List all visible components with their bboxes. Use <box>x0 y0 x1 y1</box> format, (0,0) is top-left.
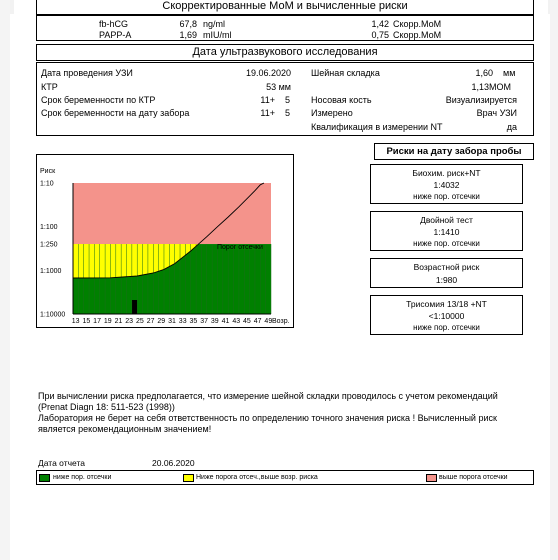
area-above-cutoff <box>73 183 271 244</box>
marker-unit: mIU/ml <box>203 30 232 40</box>
note-line: Лаборатория не берет на себя ответственность по определению точного значения риска ! Вычисленный риск <box>38 413 497 423</box>
us-label: КТР <box>41 82 58 92</box>
us-value: 19.06.2020 <box>245 68 291 78</box>
risk-box-title: Биохим. риск+NT <box>412 168 481 178</box>
risk-box <box>370 164 523 204</box>
risk-box-note: ниже пор. отсечки <box>413 323 480 332</box>
legend-bar <box>36 470 534 485</box>
risk-panel-title: Риски на дату забора пробы <box>386 146 522 157</box>
risk-box-title: Возрастной риск <box>413 262 480 272</box>
risk-box-value: 1:4032 <box>433 180 460 190</box>
legend-label: Ниже порога отсеч.,выше возр. риска <box>196 474 318 481</box>
risk-box <box>370 258 523 288</box>
note-line: является рекомендационным значением! <box>38 424 212 434</box>
x-tick-label: 21 <box>114 318 123 325</box>
us-right-value: да <box>506 122 517 132</box>
x-tick-label: 35 <box>189 318 198 325</box>
us-value-days: 5 <box>285 108 291 118</box>
marker-value: 67,8 <box>179 19 197 29</box>
patient-risk-marker <box>132 300 137 314</box>
us-right-label: Измерено <box>311 108 353 118</box>
us-label: Срок беременности по КТР <box>41 95 156 105</box>
legend-label: ниже пор. отсечки <box>53 474 112 481</box>
x-tick-label: 15 <box>82 318 91 325</box>
marker-mom: 0,75 <box>371 30 389 40</box>
us-value: 53 мм <box>266 82 291 92</box>
x-tick-label: 27 <box>146 318 155 325</box>
y-tick-label: 1:10000 <box>40 311 66 319</box>
header-mom-risks <box>36 0 534 15</box>
x-tick-label: 43 <box>232 318 241 325</box>
viewer-right-edge <box>550 0 558 560</box>
us-value-days: 5 <box>285 95 291 105</box>
risk-box-value: 1:980 <box>435 275 458 285</box>
ultrasound-details <box>36 62 534 136</box>
us-label: Срок беременности на дату забора <box>41 108 190 118</box>
legend-label: выше порога отсечки <box>439 474 508 481</box>
risk-box-title: Двойной тест <box>420 215 473 225</box>
report-page <box>14 0 548 560</box>
x-tick-label: 45 <box>243 318 251 325</box>
marker-unit: ng/ml <box>203 19 226 29</box>
marker-value: 1,69 <box>179 30 197 40</box>
x-tick-label: 17 <box>93 318 101 325</box>
x-tick-label: 47 <box>253 318 262 325</box>
y-tick-label: 1:1000 <box>40 267 62 275</box>
us-right-label: Квалификация в измерении NT <box>311 122 443 132</box>
us-right-label: Носовая кость <box>311 95 372 105</box>
risk-box <box>370 295 523 335</box>
legend-swatch-between <box>183 474 194 482</box>
x-tick-label: 37 <box>200 318 209 325</box>
us-right-value: Визуализируется <box>445 95 517 105</box>
x-tick-label: 33 <box>178 318 187 325</box>
marker-mom: 1,42 <box>371 19 389 29</box>
marker-name: fb-hCG <box>99 19 129 29</box>
us-value: 11+ <box>260 95 275 105</box>
risk-box-value: 1:1410 <box>433 227 460 237</box>
legend-swatch-low <box>39 474 50 482</box>
risk-chart-frame <box>36 154 294 328</box>
report-date-label: Дата отчета <box>38 458 86 468</box>
x-tick-label: 49 <box>264 318 273 325</box>
risk-box <box>370 211 523 251</box>
x-tick-label: 41 <box>221 318 230 325</box>
y-tick-label: 1:100 <box>40 224 58 232</box>
x-tick-label: 29 <box>157 318 166 325</box>
risk-box-value: <1:10000 <box>428 311 465 321</box>
header-ultrasound-title: Дата ультразвукового исследования <box>192 46 378 58</box>
header-mom-risks-title: Скорректированные МоМ и вычисленные риски <box>162 0 408 12</box>
us-value: 11+ <box>260 108 275 118</box>
us-label: Дата проведения УЗИ <box>41 68 133 78</box>
viewer-left-edge <box>0 0 10 560</box>
note-line: (Prenat Diagn 18: 511-523 (1998)) <box>38 402 175 412</box>
x-tick-label: 39 <box>210 318 219 325</box>
chart-x-label: Возр. <box>272 318 290 325</box>
us-right-value: Врач УЗИ <box>476 108 517 118</box>
us-right-value: 1,13МОМ <box>471 82 511 92</box>
risk-box-title: Трисомия 13/18 +NT <box>406 299 487 309</box>
legend-swatch-high <box>426 474 437 482</box>
x-tick-label: 25 <box>135 318 144 325</box>
x-tick-label: 13 <box>71 318 80 325</box>
header-ultrasound <box>36 44 534 61</box>
note-line: При вычислении риска предполагается, что измерение шейной складки проводилось с учетом рекомендаций <box>38 391 498 401</box>
report-date-value: 20.06.2020 <box>152 458 195 468</box>
us-right-unit: мм <box>503 68 516 78</box>
chart-cutoff-label: Порог отсечки <box>217 244 263 251</box>
marker-mom-label: Скорр.МоМ <box>393 30 442 40</box>
x-tick-label: 23 <box>125 318 134 325</box>
risk-box-note: ниже пор. отсечки <box>413 239 480 248</box>
chart-y-label: Риск <box>40 168 56 175</box>
markers-table <box>36 15 534 41</box>
y-tick-label: 1:250 <box>40 241 58 249</box>
marker-name: PAPP-A <box>99 30 132 40</box>
y-tick-label: 1:10 <box>40 180 54 188</box>
x-tick-label: 31 <box>168 318 176 325</box>
marker-mom-label: Скорр.МоМ <box>393 19 442 29</box>
risk-chart <box>37 155 293 327</box>
us-right-value: 1,60 <box>475 68 493 78</box>
x-tick-label: 19 <box>103 318 112 325</box>
risk-box-note: ниже пор. отсечки <box>413 192 480 201</box>
risk-panel-header <box>374 143 534 160</box>
us-right-label: Шейная складка <box>311 68 380 78</box>
